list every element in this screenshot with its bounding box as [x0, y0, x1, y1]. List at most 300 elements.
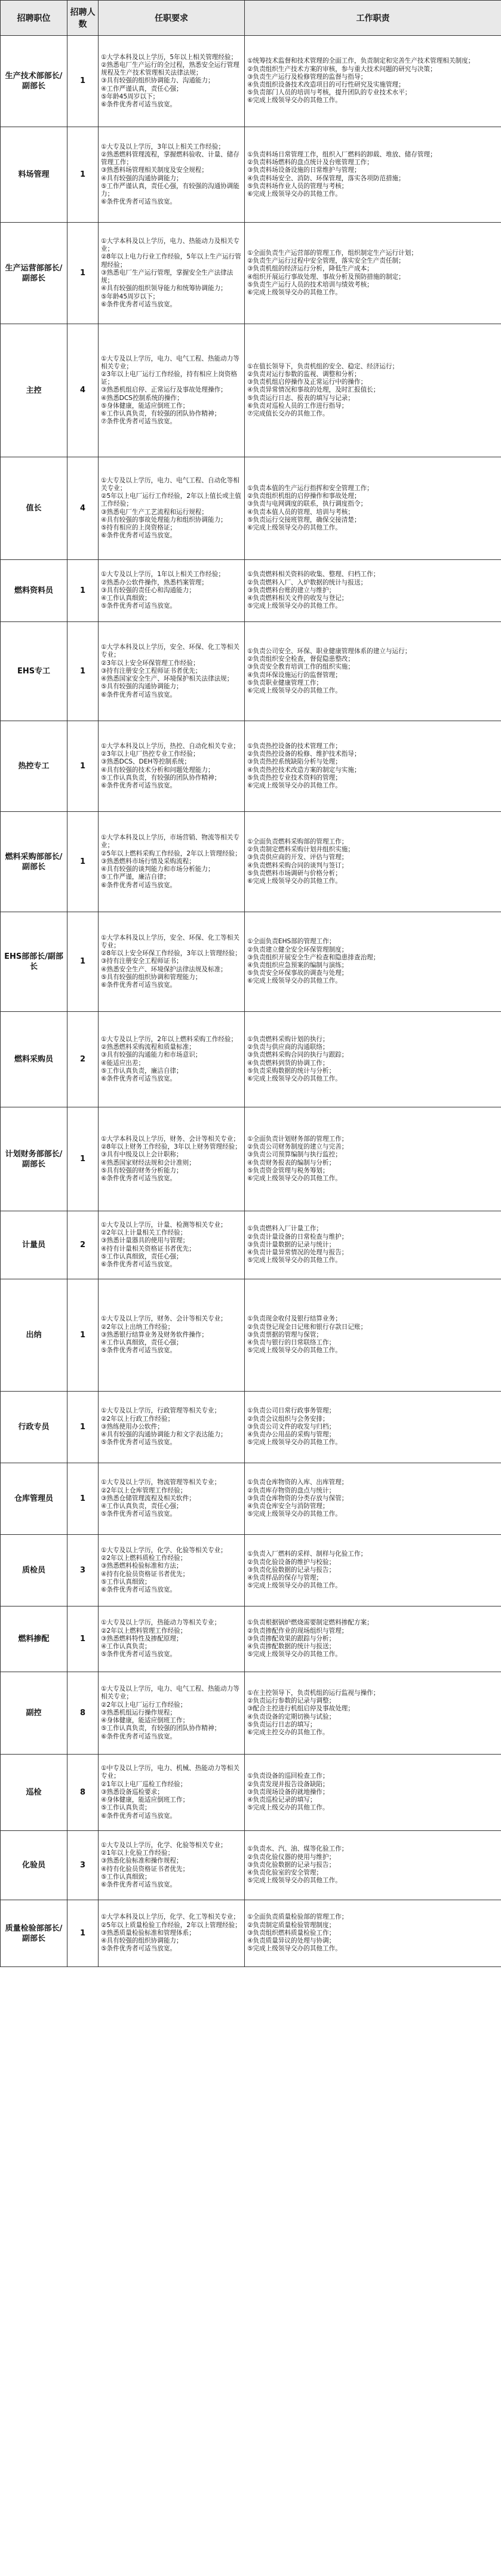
- requirement-item: ④具有较强的组织协调能力；: [101, 1937, 183, 1945]
- duty-item: ④负责样品的保存与管理；: [247, 1574, 323, 1582]
- duty-item: ③负责化验数据的记录与报告；: [247, 1566, 336, 1574]
- duty-item: ②负责组织机组的启停操作和事故处理；: [247, 493, 361, 500]
- duty-item: ①负责燃料入厂计量工作；: [247, 1225, 323, 1233]
- duty-item: ③负责机组的经济运行分析，降低生产成本；: [247, 265, 373, 273]
- duty-item: ⑤负责采购数据的统计与分析；: [247, 1067, 336, 1075]
- position-cell: 副控: [1, 1672, 67, 1755]
- position-cell: 化验员: [1, 1831, 67, 1900]
- duties-cell: [245, 1211, 501, 1279]
- duty-item: ①负责水、汽、油、煤等化验工作；: [247, 1845, 348, 1853]
- duties-cell: [245, 1831, 501, 1900]
- requirement-item: ②1年以上电厂巡检工作经验；: [101, 1780, 187, 1788]
- requirement-item: ⑤条件优秀者可适当放宽。: [101, 1510, 177, 1518]
- position-cell: EHS部部长/副部长: [1, 912, 67, 1012]
- duty-item: ④负责异常情况和事故的处理，及时汇报值长；: [247, 386, 380, 394]
- requirement-item: ③熟悉设备巡检要求；: [101, 1788, 164, 1796]
- requirement-item: ②熟悉办公软件操作，熟悉档案管理；: [101, 578, 208, 586]
- duty-item: ③负责燃料台账的建立与维护；: [247, 586, 336, 594]
- duty-item: ④负责化验室的安全管理；: [247, 1869, 323, 1877]
- duty-item: ④负责本值人员的管理、培训与考核；: [247, 508, 354, 516]
- requirement-item: ⑤条件优秀者可适当放宽。: [101, 602, 177, 610]
- duty-item: ④负责燃料相关文件的收发与登记；: [247, 595, 348, 602]
- requirement-item: ①大学本科及以上学历，安全、环保、化工等相关专业；: [101, 934, 239, 949]
- duty-item: ②负责热控设备的检修、维护技术指导；: [247, 750, 361, 758]
- requirement-item: ③持有注册安全工程师证书；: [101, 958, 183, 965]
- headcount-cell: 1: [67, 721, 99, 812]
- position-cell: 料场管理: [1, 127, 67, 223]
- duty-item: ⑤负责料场作业人员的管理与考核；: [247, 182, 348, 190]
- requirement-item: ⑥条件优秀者可适当放宽。: [101, 532, 177, 540]
- requirement-item: ②3年以上安全环保管理工作经验；: [101, 659, 199, 667]
- requirement-item: ⑤工作认真负责，有较强的团队协作精神；: [101, 1725, 221, 1732]
- requirements-cell: [99, 1279, 245, 1392]
- duty-item: ②负责燃料入厂、入炉数据的统计与报送；: [247, 578, 367, 586]
- requirement-item: ③熟悉电厂生产工艺流程和运行规程；: [101, 508, 208, 516]
- headcount-cell: 1: [67, 127, 99, 223]
- duty-item: ③负责公司预算编制与执行监控；: [247, 1151, 342, 1159]
- requirement-item: ④身体健康，能适应倒班工作；: [101, 1796, 189, 1804]
- headcount-cell: 8: [67, 1672, 99, 1755]
- position-cell: EHS专工: [1, 622, 67, 721]
- duty-item: ①全面负责燃料采购部的管理工作；: [247, 838, 348, 845]
- requirement-item: ③熟悉燃料检验标准和方法；: [101, 1562, 183, 1570]
- requirement-item: ③具有中级及以上会计职称；: [101, 1151, 183, 1159]
- duty-item: ③负责组织开展安全生产检查和隐患排查治理；: [247, 953, 380, 961]
- duty-item: ②负责发现并报告设备缺陷；: [247, 1780, 329, 1788]
- position-cell: 计划财务部部长/副部长: [1, 1107, 67, 1211]
- requirements-cell: [99, 127, 245, 223]
- position-cell: 质检员: [1, 1535, 67, 1606]
- table-row: [1, 36, 501, 127]
- duty-item: ⑤完成上级领导交办的其他工作。: [247, 1945, 342, 1953]
- table-row: [1, 812, 501, 912]
- duty-item: ④负责办公用品的采购与管理；: [247, 1431, 336, 1439]
- duty-item: ⑤负责职业健康管理工作；: [247, 679, 323, 687]
- headcount-cell: 3: [67, 1535, 99, 1606]
- requirement-item: ①大专及以上学历，热能动力等相关专业；: [101, 1619, 221, 1627]
- requirement-item: ②8年以上电力行业工作经验，5年以上生产运行管理经验；: [101, 253, 241, 269]
- requirement-item: ③熟悉燃料市场行情及采购流程；: [101, 857, 195, 865]
- requirement-item: ②8年以上安全环保工作经验，3年以上管理经验；: [101, 950, 241, 958]
- requirements-cell: [99, 1012, 245, 1107]
- requirement-item: ②3年以上电厂运行工作经验，持有相应上岗资格证；: [101, 370, 238, 386]
- duty-item: ③负责掺配效果的跟踪与分析；: [247, 1635, 336, 1642]
- requirement-item: ③熟悉质量检验标准和管理体系；: [101, 1929, 195, 1937]
- duties-cell: [245, 1900, 501, 1967]
- requirement-item: ④具有较强的事故处理能力和组织协调能力；: [101, 516, 227, 524]
- requirement-item: ②2年以上计量相关工作经验；: [101, 1229, 187, 1237]
- requirement-item: ⑥条件优秀者可适当放宽。: [101, 781, 177, 789]
- table-row: [1, 721, 501, 812]
- duty-item: ③负责料场设备设施的日常维护与管理；: [247, 167, 361, 174]
- requirements-cell: [99, 622, 245, 721]
- duties-cell: [245, 1606, 501, 1672]
- position-cell: 行政专员: [1, 1392, 67, 1463]
- requirement-item: ③具有较强的责任心和沟通能力；: [101, 586, 195, 594]
- requirement-item: ⑤具有较强的沟通协调能力；: [101, 683, 183, 691]
- position-cell: 生产运营部部长/副部长: [1, 223, 67, 324]
- duty-item: ④负责燃料到货的协调工作；: [247, 1059, 329, 1067]
- duty-item: ①在值长领导下，负责机组的安全、稳定、经济运行；: [247, 362, 399, 370]
- header-position: 招聘职位: [1, 1, 67, 36]
- table-row: [1, 1831, 501, 1900]
- duty-item: ⑤负责燃料市场调研与价格分析；: [247, 869, 342, 877]
- requirement-item: ⑥条件优秀者可适当放宽。: [101, 1075, 177, 1082]
- requirement-item: ②1年以上化验工作经验；: [101, 1849, 174, 1857]
- duty-item: ④负责热控技术改造方案的制定与实施；: [247, 766, 361, 774]
- requirement-item: ③熟悉化验标准和操作规程；: [101, 1857, 183, 1865]
- header-count: 招聘人数: [67, 1, 99, 36]
- requirements-cell: [99, 1831, 245, 1900]
- position-cell: 质量检验部部长/副部长: [1, 1900, 67, 1967]
- duty-item: ④负责掺配数据的统计与报送；: [247, 1643, 336, 1651]
- requirement-item: ④熟悉国家财经法规和会计准则；: [101, 1159, 195, 1167]
- requirement-item: ①大专及以上学历，物流管理等相关专业；: [101, 1479, 221, 1486]
- requirement-item: ⑤工作认真负责，廉洁自律；: [101, 1067, 183, 1075]
- headcount-cell: 1: [67, 1606, 99, 1672]
- requirement-item: ③熟悉银行结算业务及财务软件操作；: [101, 1331, 208, 1338]
- duty-item: ②负责料场燃料的盘点统计及台账管理工作；: [247, 159, 373, 167]
- duty-item: ⑤完成上级领导交办的其他工作。: [247, 1510, 342, 1518]
- duties-cell: [245, 912, 501, 1012]
- table-row: [1, 223, 501, 324]
- duty-item: ⑦完成值长交办的其他工作。: [247, 410, 329, 417]
- duty-item: ④负责仓库安全与消防管理；: [247, 1503, 329, 1510]
- position-cell: 热控专工: [1, 721, 67, 812]
- table-row: [1, 560, 501, 622]
- duties-cell: [245, 457, 501, 560]
- position-cell: 仓库管理员: [1, 1463, 67, 1535]
- requirement-item: ①大学本科及以上学历，5年以上相关管理经验；: [101, 53, 238, 61]
- requirement-item: ⑥条件优秀者可适当放宽。: [101, 1586, 177, 1593]
- duty-item: ④负责与银行的日常联络工作；: [247, 1339, 336, 1347]
- requirement-item: ①大专及以上学历，电力、电气工程、自动化等相关专业；: [101, 476, 239, 492]
- duty-item: ⑤完成上级领导交办的其他工作。: [247, 1582, 342, 1590]
- requirement-item: ⑤具有较强的财务分析能力；: [101, 1167, 183, 1174]
- duty-item: ⑤完成上级领导交办的其他工作。: [247, 1257, 342, 1264]
- duty-item: ⑥完成上级领导交办的其他工作。: [247, 190, 342, 198]
- duties-cell: [245, 812, 501, 912]
- requirement-item: ⑥条件优秀者可适当放宽。: [101, 1812, 177, 1820]
- requirement-item: ①大学本科及以上学历，化学、化工等相关专业；: [101, 1913, 239, 1921]
- requirements-cell: [99, 721, 245, 812]
- duty-item: ③负责组织燃料质量检验工作；: [247, 1929, 336, 1937]
- requirement-item: ③熟悉计量器具的使用与管理；: [101, 1237, 189, 1245]
- headcount-cell: 1: [67, 1279, 99, 1392]
- duty-item: ⑥完成上级领导交办的其他工作。: [247, 687, 342, 694]
- duty-item: ⑥完成上级领导交办的其他工作。: [247, 1174, 342, 1182]
- requirement-item: ③熟练使用办公软件；: [101, 1423, 164, 1430]
- requirement-item: ①中专及以上学历，电力、机械、热能动力等相关专业；: [101, 1765, 239, 1780]
- requirement-item: ⑥条件优秀者可适当放宽。: [101, 1881, 177, 1888]
- table-row: [1, 1535, 501, 1606]
- requirement-item: ③熟悉料场管理相关制度及安全规程；: [101, 167, 208, 174]
- requirement-item: ⑤年龄45周岁以下；: [101, 293, 159, 300]
- duty-item: ⑤负责部门人员的培训与考核，提升团队的专业技术水平；: [247, 89, 411, 97]
- headcount-cell: 1: [67, 622, 99, 721]
- requirement-item: ⑥条件优秀者可适当放宽。: [101, 691, 177, 698]
- duties-cell: [245, 1463, 501, 1535]
- table-header-row: [1, 1, 501, 36]
- requirement-item: ⑤工作认真细致，责任心强；: [101, 1252, 183, 1260]
- duty-item: ④负责环保设施运行的监督管理；: [247, 671, 342, 679]
- duties-cell: [245, 721, 501, 812]
- table-row: [1, 1012, 501, 1107]
- duty-item: ①负责热控设备的技术管理工作；: [247, 742, 342, 750]
- requirements-cell: [99, 324, 245, 457]
- duty-item: ⑤负责安全环保事故的调查与处理；: [247, 970, 348, 977]
- duty-item: ⑤负责运行日志的填写；: [247, 1721, 316, 1728]
- requirement-item: ①大学本科及以上学历，热控、自动化相关专业；: [101, 742, 239, 750]
- requirement-item: ①大学本科及以上学历，财务、会计等相关专业；: [101, 1135, 239, 1143]
- headcount-cell: 3: [67, 1831, 99, 1900]
- duty-item: ①全面负责生产运营部的管理工作，组织制定生产运行计划；: [247, 249, 417, 257]
- duty-item: ⑥完成上级领导交办的其他工作。: [247, 977, 342, 985]
- duty-item: ③配合主控进行机组启停及事故处理；: [247, 1705, 354, 1713]
- requirement-item: ⑥工作认真负责，有较强的团队协作精神；: [101, 410, 221, 417]
- requirements-cell: [99, 560, 245, 622]
- table-row: [1, 1755, 501, 1831]
- requirement-item: ④持有化验员资格证书者优先；: [101, 1570, 189, 1578]
- duty-item: ⑤负责热控专业技术资料的管理；: [247, 774, 342, 781]
- duties-cell: [245, 1012, 501, 1107]
- requirement-item: ①大专及以上学历，2年以上燃料采购工作经验；: [101, 1035, 238, 1043]
- requirement-item: ①大专及以上学历，电力、电气工程、热能动力等相关专业；: [101, 1685, 239, 1701]
- requirements-cell: [99, 36, 245, 127]
- headcount-cell: 1: [67, 223, 99, 324]
- requirement-item: ②熟悉电厂生产运行的全过程，熟悉安全运行管理规程及生产技术管理相关法律法规；: [101, 61, 239, 77]
- duty-item: ①负责本值的生产运行指挥和安全管理工作；: [247, 484, 373, 492]
- position-cell: 燃料采购部部长/副部长: [1, 812, 67, 912]
- requirement-item: ③具有较强的沟通能力和市场意识；: [101, 1051, 202, 1059]
- requirement-item: ⑤年龄45周岁以下；: [101, 93, 159, 100]
- duty-item: ①负责入厂燃料的采样、制样与化验工作；: [247, 1550, 367, 1558]
- duty-item: ③负责计量数据的记录与统计；: [247, 1241, 336, 1248]
- position-cell: 值长: [1, 457, 67, 560]
- requirement-item: ②2年以上燃料管理工作经验；: [101, 1627, 187, 1635]
- duty-item: ②负责会议组织与会务安排；: [247, 1415, 329, 1423]
- header-requirements: 任职要求: [99, 1, 245, 36]
- duty-item: ①全面负责计划财务部的管理工作；: [247, 1135, 348, 1143]
- table-row: [1, 324, 501, 457]
- requirements-cell: [99, 1211, 245, 1279]
- duty-item: ①负责料场日常管理工作，组织入厂燃料的卸载、堆放、储存管理；: [247, 150, 437, 158]
- requirement-item: ⑤具有较强的组织协调和管理能力；: [101, 973, 202, 981]
- requirement-item: ④工作认真负责；: [101, 1643, 151, 1651]
- duty-item: ③负责机组启停操作及正常运行中的操作；: [247, 378, 367, 386]
- duty-item: ②负责掺配作业的现场组织与管理；: [247, 1627, 348, 1635]
- requirement-item: ⑤身体健康，能适应倒班工作；: [101, 402, 189, 410]
- requirement-item: ④具有较强的技术分析和问题处理能力；: [101, 766, 214, 774]
- table-row: [1, 1107, 501, 1211]
- requirement-item: ⑦条件优秀者可适当放宽。: [101, 418, 177, 426]
- requirement-item: ①大专及以上学历，化学、化验等相关专业；: [101, 1841, 227, 1849]
- requirements-cell: [99, 912, 245, 1012]
- requirement-item: ④持有化验员资格证书者优先；: [101, 1865, 189, 1873]
- duty-item: ②负责运行参数的记录与调整；: [247, 1697, 336, 1705]
- duties-cell: [245, 1392, 501, 1463]
- duties-cell: [245, 1107, 501, 1211]
- requirements-cell: [99, 1900, 245, 1967]
- duty-item: ②负责化验仪器的使用与维护；: [247, 1853, 336, 1861]
- requirements-cell: [99, 223, 245, 324]
- requirements-cell: [99, 1606, 245, 1672]
- table-row: [1, 1211, 501, 1279]
- duty-item: ⑥完成上级领导交办的其他工作。: [247, 1075, 342, 1082]
- duty-item: ④负责燃料采购合同的谈判与签订；: [247, 861, 348, 869]
- headcount-cell: 2: [67, 1211, 99, 1279]
- requirement-item: ④工作认真细致；: [101, 595, 151, 602]
- requirement-item: ④工作认真细致，责任心强；: [101, 1339, 183, 1347]
- duty-item: ①负责燃料采购计划的执行；: [247, 1035, 329, 1043]
- requirement-item: ⑤条件优秀者可适当放宽。: [101, 1347, 177, 1355]
- requirement-item: ④熟悉安全生产、环境保护法律法规及标准；: [101, 965, 227, 973]
- requirement-item: ④具有较强的组织领导能力和统筹协调能力；: [101, 285, 227, 293]
- duty-item: ①统筹技术监督和技术管理的全面工作，负责制定和完善生产技术管理相关制度；: [247, 57, 475, 65]
- headcount-cell: 1: [67, 560, 99, 622]
- requirements-cell: [99, 1755, 245, 1831]
- duty-item: ②负责建立健全安全环保管理制度；: [247, 946, 348, 953]
- requirement-item: ④能适应出差；: [101, 1059, 145, 1067]
- duty-item: ③负责与电网调度的联系，执行调度指令；: [247, 500, 367, 508]
- table-row: [1, 1392, 501, 1463]
- requirements-cell: [99, 1535, 245, 1606]
- duties-cell: [245, 1279, 501, 1392]
- headcount-cell: 4: [67, 324, 99, 457]
- headcount-cell: 1: [67, 912, 99, 1012]
- requirement-item: ①大专及以上学历，计量、检测等相关专业；: [101, 1221, 227, 1229]
- duty-item: ④组织开展运行事故处理、事故分析及预防措施的制定；: [247, 273, 405, 281]
- duty-item: ③负责热控系统缺陷分析与处理；: [247, 758, 342, 766]
- duty-item: ③负责化验数据的记录与报告；: [247, 1861, 336, 1869]
- requirement-item: ④工作认真负责，责任心强；: [101, 1503, 183, 1510]
- requirements-cell: [99, 1672, 245, 1755]
- requirement-item: ②熟悉燃料采购流程和质量标准；: [101, 1044, 195, 1051]
- requirements-cell: [99, 1107, 245, 1211]
- duty-item: ④负责质量异议的处理与协调；: [247, 1937, 336, 1945]
- headcount-cell: 1: [67, 1107, 99, 1211]
- duty-item: ②负责组织生产技术方案的审核，参与重大技术问题的研究与决策；: [247, 65, 437, 73]
- requirement-item: ⑥条件优秀者可适当放宽。: [101, 300, 177, 308]
- requirement-item: ⑤条件优秀者可适当放宽。: [101, 1439, 177, 1447]
- table-row: [1, 1672, 501, 1755]
- duties-cell: [245, 1535, 501, 1606]
- position-cell: 燃料采购员: [1, 1012, 67, 1107]
- position-cell: 主控: [1, 324, 67, 457]
- requirement-item: ②2年以上仓库管理工作经验；: [101, 1486, 187, 1494]
- requirement-item: ④工作严谨认真，责任心强；: [101, 85, 183, 93]
- requirement-item: ①大专及以上学历，财务、会计等相关专业；: [101, 1315, 227, 1323]
- duty-item: ①负责燃料相关资料的收集、整理、归档工作；: [247, 571, 380, 578]
- duty-item: ③负责公司文件的收发与归档；: [247, 1423, 336, 1430]
- table-row: [1, 1279, 501, 1392]
- duty-item: ②负责计量设备的日常检查与维护；: [247, 1233, 348, 1241]
- requirement-item: ⑤条件优秀者可适当放宽。: [101, 1651, 177, 1658]
- requirement-item: ①大学本科及以上学历，安全、环保、化工等相关专业；: [101, 644, 239, 659]
- requirement-item: ⑥条件优秀者可适当放宽。: [101, 101, 177, 108]
- duty-item: ②负责制定质量检验管理制度；: [247, 1921, 336, 1929]
- duty-item: ③负责仓库物资的分类存放与保管；: [247, 1494, 348, 1502]
- requirement-item: ②2年以上燃料质检工作经验；: [101, 1555, 187, 1562]
- requirement-item: ⑤工作认真负责，有较强的团队协作精神；: [101, 774, 221, 781]
- requirement-item: ②熟悉燃料管理流程，掌握燃料验收、计量、储存管理工作；: [101, 150, 239, 167]
- headcount-cell: 8: [67, 1755, 99, 1831]
- requirement-item: ②3年以上电厂热控专业工作经验；: [101, 750, 199, 758]
- requirement-item: ⑥条件优秀者可适当放宽。: [101, 1260, 177, 1268]
- requirement-item: ②5年以上质量检验工作经验，2年以上管理经验；: [101, 1921, 241, 1929]
- duty-item: ④负责财务报表的编制与分析；: [247, 1159, 336, 1167]
- table-row: [1, 457, 501, 560]
- requirement-item: ⑤工作认真细致；: [101, 1578, 151, 1586]
- duties-cell: [245, 560, 501, 622]
- requirement-item: ⑥条件优秀者可适当放宽。: [101, 198, 177, 206]
- duty-item: ③负责现场设备的就地操作；: [247, 1788, 329, 1796]
- requirement-item: ①大学本科及以上学历，电力、热能动力及相关专业；: [101, 238, 239, 253]
- requirement-item: ③熟悉电厂生产运行管理，掌握安全生产法律法规；: [101, 269, 233, 285]
- requirement-item: ⑥条件优秀者可适当放宽。: [101, 881, 177, 889]
- position-cell: 计量员: [1, 1211, 67, 1279]
- requirement-item: ②2年以上出纳工作经验；: [101, 1323, 174, 1331]
- duty-item: ④负责计量异常情况的处理与报告；: [247, 1249, 348, 1257]
- requirement-item: ①大学本科及以上学历，市场营销、物流等相关专业；: [101, 834, 239, 850]
- table-row: [1, 1900, 501, 1967]
- duty-item: ⑤完成上级交办的其他工作。: [247, 1804, 329, 1812]
- requirement-item: ②5年以上电厂运行工作经验，2年以上值长或主值工作经验；: [101, 493, 241, 508]
- requirement-item: ④持有计量相关资格证书者优先；: [101, 1245, 195, 1252]
- duty-item: ⑤负责运行交接班管理，确保交接清楚；: [247, 516, 361, 524]
- position-cell: 燃料掺配: [1, 1606, 67, 1672]
- headcount-cell: 1: [67, 1463, 99, 1535]
- duty-item: ②负责库存物资的盘点与统计；: [247, 1486, 336, 1494]
- requirement-item: ③熟悉机组运行操作规程；: [101, 1709, 177, 1716]
- requirement-item: ③持有注册安全工程师证书者优先；: [101, 667, 202, 675]
- requirement-item: ⑤工作认真细致；: [101, 1873, 151, 1881]
- duty-item: ⑥完成主控交办的其他工作。: [247, 1728, 329, 1736]
- requirement-item: ③熟悉DCS、DEH等控制系统；: [101, 758, 190, 766]
- duty-item: ①负责现金收付及银行结算业务；: [247, 1315, 342, 1323]
- duty-item: ⑤完成上级领导交办的其他工作。: [247, 1651, 342, 1658]
- duty-item: ①在主控领导下，负责机组的运行监视与操作；: [247, 1689, 380, 1697]
- requirement-item: ④具有较强的沟通协调能力；: [101, 174, 183, 182]
- duty-item: ⑥完成上级领导交办的其他工作。: [247, 97, 342, 104]
- duty-item: ③负责安全教育培训工作的组织实施；: [247, 663, 354, 671]
- requirement-item: ④熟悉国家安全生产、环境保护相关法律法规；: [101, 675, 233, 683]
- table-row: [1, 1606, 501, 1672]
- requirement-item: ③熟悉机组启停、正常运行及事故处理操作；: [101, 386, 227, 394]
- requirement-item: ⑤持有相应的上岗资格证；: [101, 524, 177, 531]
- duty-item: ⑥负责对巡检人员的工作进行指导；: [247, 402, 348, 410]
- duty-item: ④负责组织设备技术改造项目的可行性研究及实施管理；: [247, 81, 405, 88]
- table-row: [1, 912, 501, 1012]
- duty-item: ④负责设备的定期切换与试验；: [247, 1713, 336, 1721]
- duty-item: ②负责化验设备的维护与校验；: [247, 1558, 336, 1566]
- headcount-cell: 1: [67, 36, 99, 127]
- headcount-cell: 4: [67, 457, 99, 560]
- duties-cell: [245, 127, 501, 223]
- requirements-cell: [99, 812, 245, 912]
- duty-item: ②负责对运行参数的监视、调整和分析；: [247, 370, 361, 378]
- duty-item: ⑤完成上级领导交办的其他工作。: [247, 602, 342, 610]
- duty-item: ③负责供应商的开发、评估与管理；: [247, 854, 348, 861]
- duties-cell: [245, 622, 501, 721]
- duty-item: ③负责生产运行及检修管理的监督与指导；: [247, 73, 367, 81]
- duties-cell: [245, 36, 501, 127]
- requirement-item: ③熟悉燃料特性及掺配原理；: [101, 1635, 183, 1642]
- headcount-cell: 1: [67, 812, 99, 912]
- duty-item: ①全面负责EHS部的管理工作；: [247, 938, 336, 946]
- requirement-item: ⑤工作严谨认真，责任心强，有较强的沟通协调能力；: [101, 182, 239, 198]
- duty-item: ①负责公司日常行政事务管理；: [247, 1407, 336, 1415]
